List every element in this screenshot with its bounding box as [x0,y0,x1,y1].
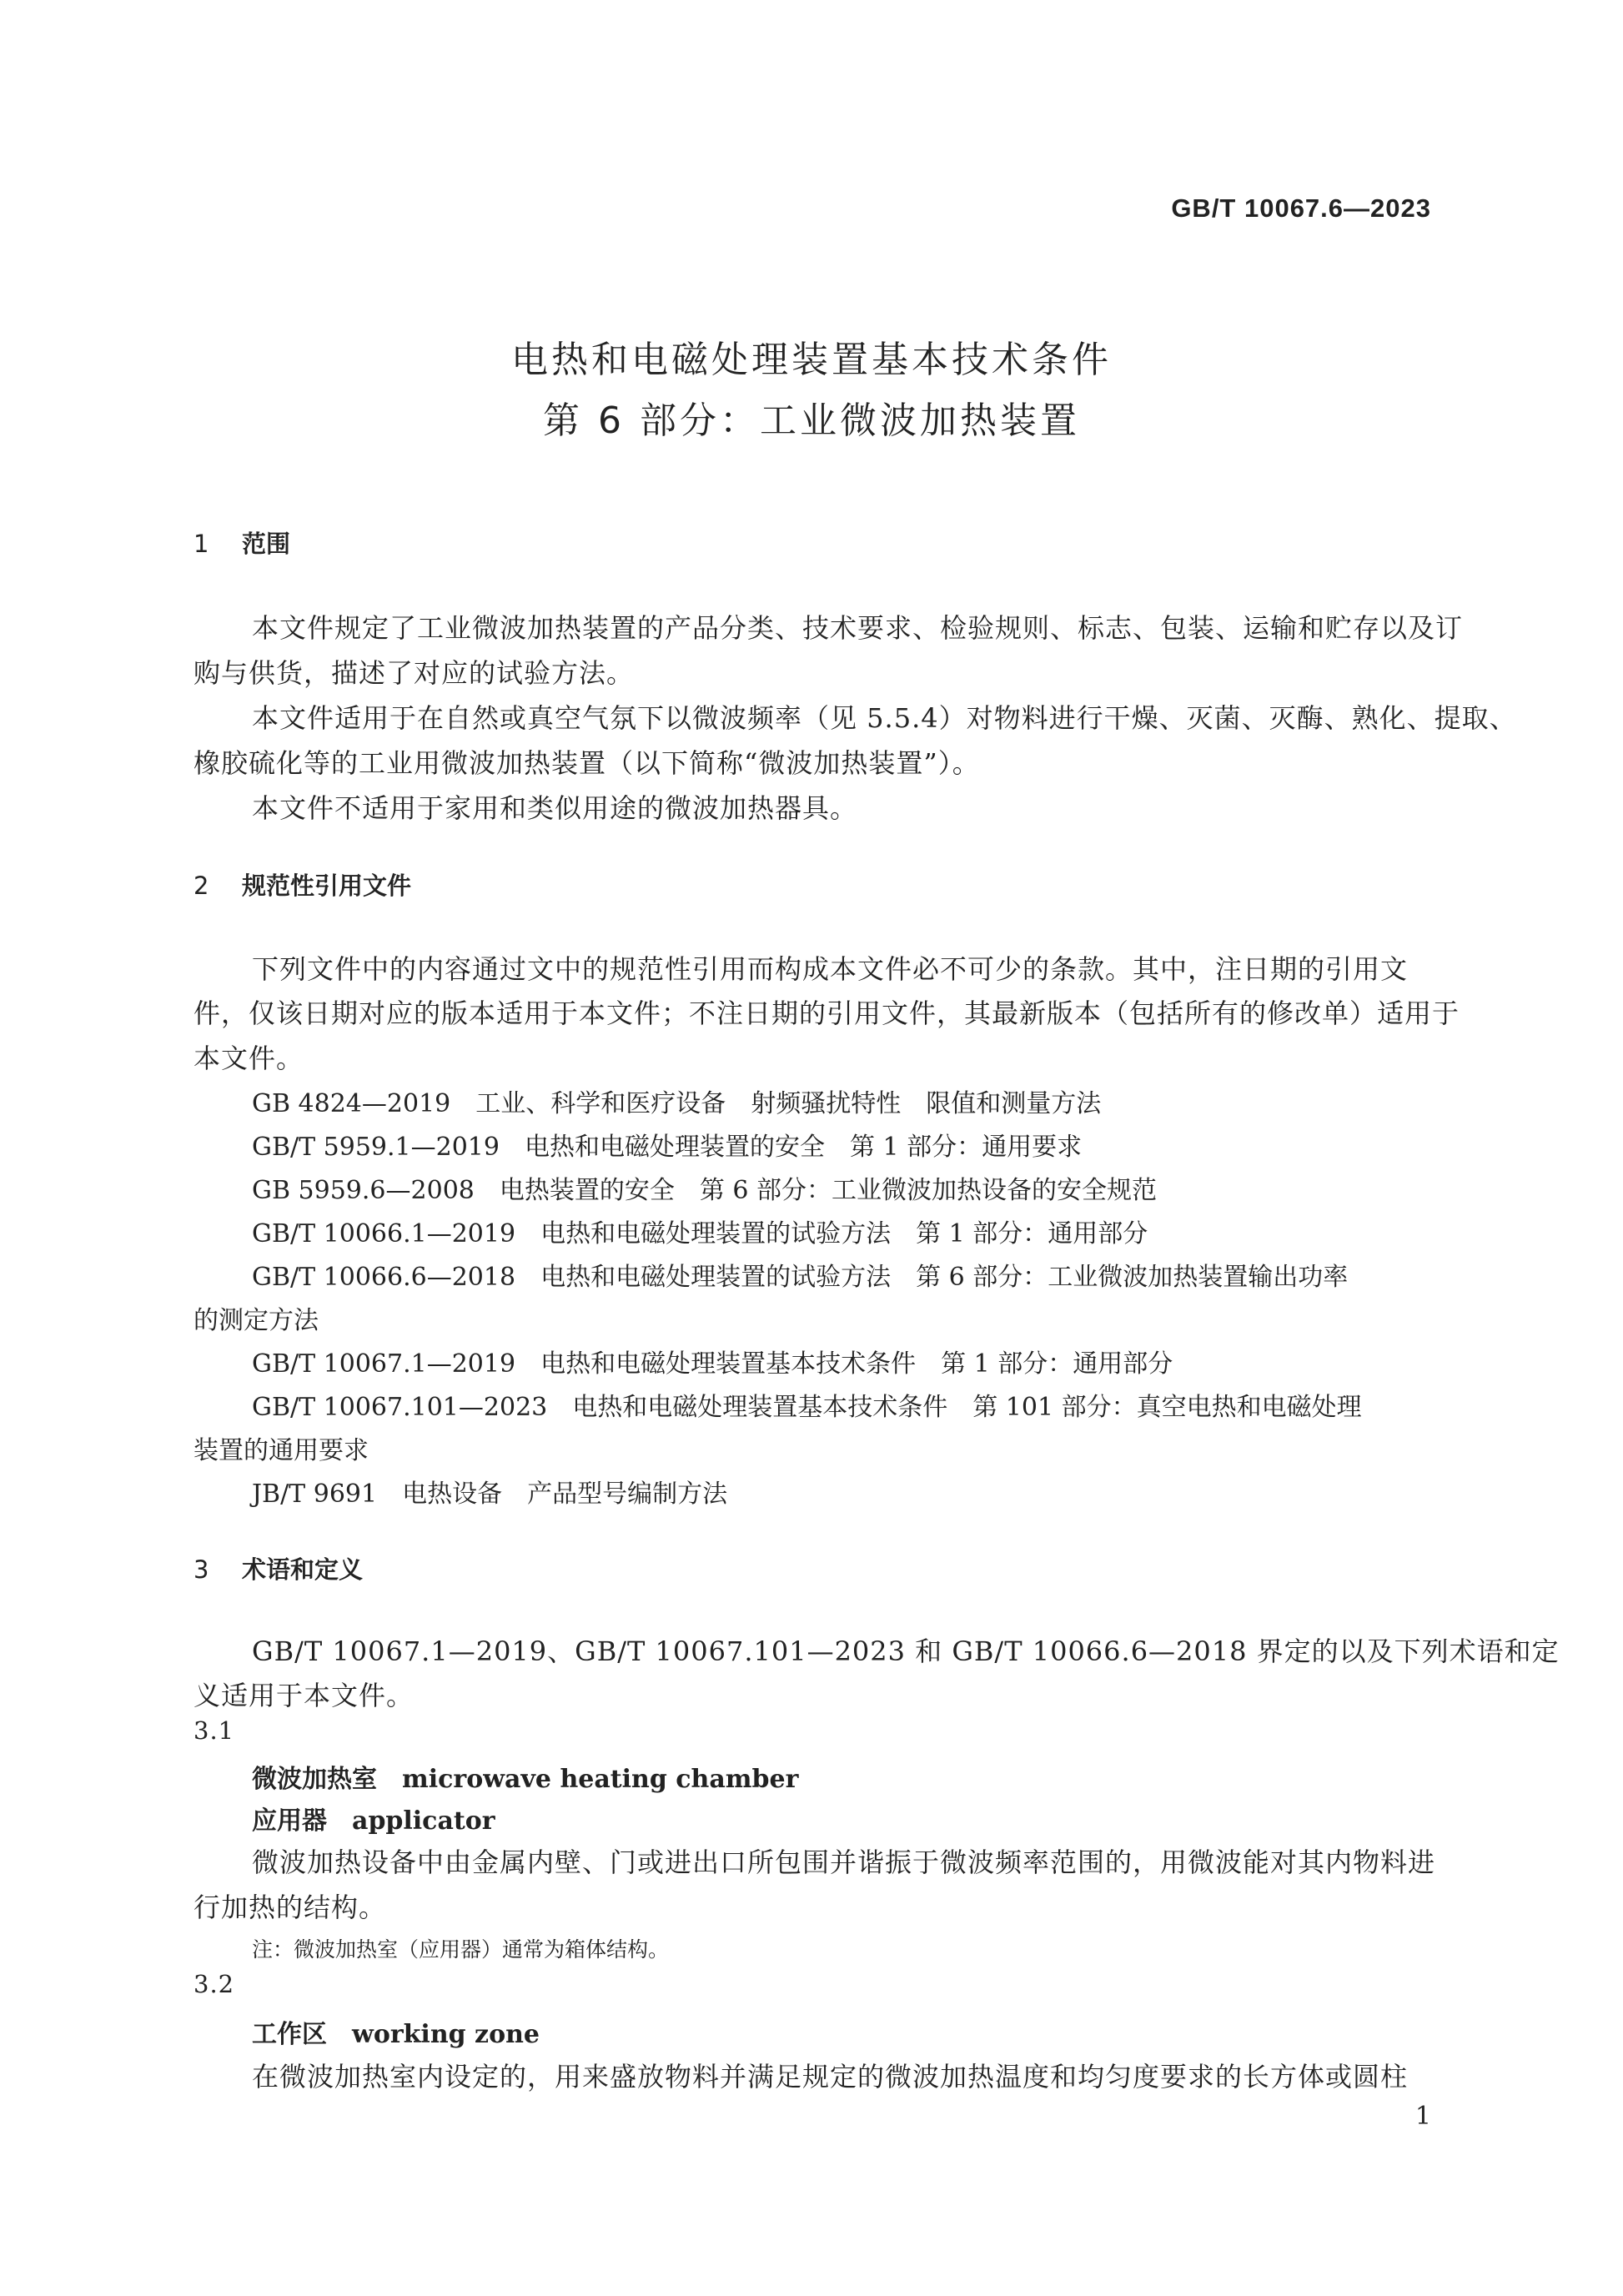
page-number: 1 [1414,2102,1431,2131]
section-1-heading [193,525,290,560]
paragraph: 本文件规定了工业微波加热装置的产品分类、技术要求、检验规则、标志、包装、运输和贮存以及订 [252,612,1464,644]
standard-number: GB/T 10067.6—2023 [1171,193,1431,223]
paragraph: 本文件。 [193,1042,304,1074]
term-number: 3.2 [193,1970,235,1998]
section-title: 规范性引用文件 [242,872,412,900]
term-definition: 在微波加热室内设定的，用来盛放物料并满足规定的微波加热温度和均匀度要求的长方体或圆柱 [252,2061,1409,2093]
reference-item: GB/T 10067.1—2019 电热和电磁处理装置基本技术条件 第 1 部分：通用部分 [252,1349,1173,1379]
paragraph: 橡胶硫化等的工业用微波加热装置（以下简称“微波加热装置”）。 [193,747,980,779]
term-number: 3.1 [193,1716,235,1745]
reference-item: GB/T 10066.1—2019 电热和电磁处理装置的试验方法 第 1 部分：通用部分 [252,1219,1148,1248]
section-title: 范围 [242,530,291,558]
section-2-heading [193,867,411,902]
section-title: 术语和定义 [242,1555,364,1584]
document-title-line1: 电热和电磁处理装置基本技术条件 [511,339,1112,381]
term-definition: 微波加热设备中由金属内壁、门或进出口所包围并谐振于微波频率范围的，用微波能对其内物料进 [252,1846,1436,1878]
term-name: 微波加热室 microwave heating chamber [252,1765,799,1794]
term-alternative: 应用器 applicator [252,1806,495,1836]
reference-item-continued: 的测定方法 [193,1306,319,1335]
reference-item: GB 4824—2019 工业、科学和医疗设备 射频骚扰特性 限值和测量方法 [252,1089,1102,1118]
paragraph: 本文件不适用于家用和类似用途的微波加热器具。 [252,792,858,824]
reference-item-continued: 装置的通用要求 [193,1436,369,1465]
paragraph: GB/T 10067.1—2019、GB/T 10067.101—2023 和 GB/T 10066.6—2018 界定的以及下列术语和定 [252,1635,1560,1667]
paragraph: 下列文件中的内容通过文中的规范性引用而构成本文件必不可少的条款。其中，注日期的引用文 [252,953,1409,985]
paragraph: 本文件适用于在自然或真空气氛下以微波频率（见 5.5.4）对物料进行干燥、灭菌、灭酶、熟化、提取、 [252,702,1517,734]
reference-item: GB/T 10067.101—2023 电热和电磁处理装置基本技术条件 第 101 部分：真空电热和电磁处理 [252,1393,1362,1422]
term-definition: 行加热的结构。 [193,1892,387,1923]
section-number: 1 [193,530,209,558]
section-number: 3 [193,1555,209,1584]
term-name: 工作区 working zone [252,2020,540,2049]
reference-item: GB 5959.6—2008 电热装置的安全 第 6 部分：工业微波加热设备的安全规范 [252,1176,1158,1205]
reference-item: GB/T 10066.6—2018 电热和电磁处理装置的试验方法 第 6 部分：工业微波加热装置输出功率 [252,1263,1349,1292]
paragraph: 件，仅该日期对应的版本适用于本文件；不注日期的引用文件，其最新版本（包括所有的修改单）适用于 [193,997,1460,1029]
paragraph: 购与供货，描述了对应的试验方法。 [193,657,635,689]
paragraph: 义适用于本文件。 [193,1680,415,1711]
term-note: 注：微波加热室（应用器）通常为箱体结构。 [252,1937,670,1962]
section-number: 2 [193,872,209,900]
document-title-line2: 第 6 部分：工业微波加热装置 [543,399,1080,442]
reference-item: JB/T 9691 电热设备 产品型号编制方法 [252,1480,728,1509]
section-3-heading [193,1551,363,1585]
reference-item: GB/T 5959.1—2019 电热和电磁处理装置的安全 第 1 部分：通用要求 [252,1133,1083,1162]
